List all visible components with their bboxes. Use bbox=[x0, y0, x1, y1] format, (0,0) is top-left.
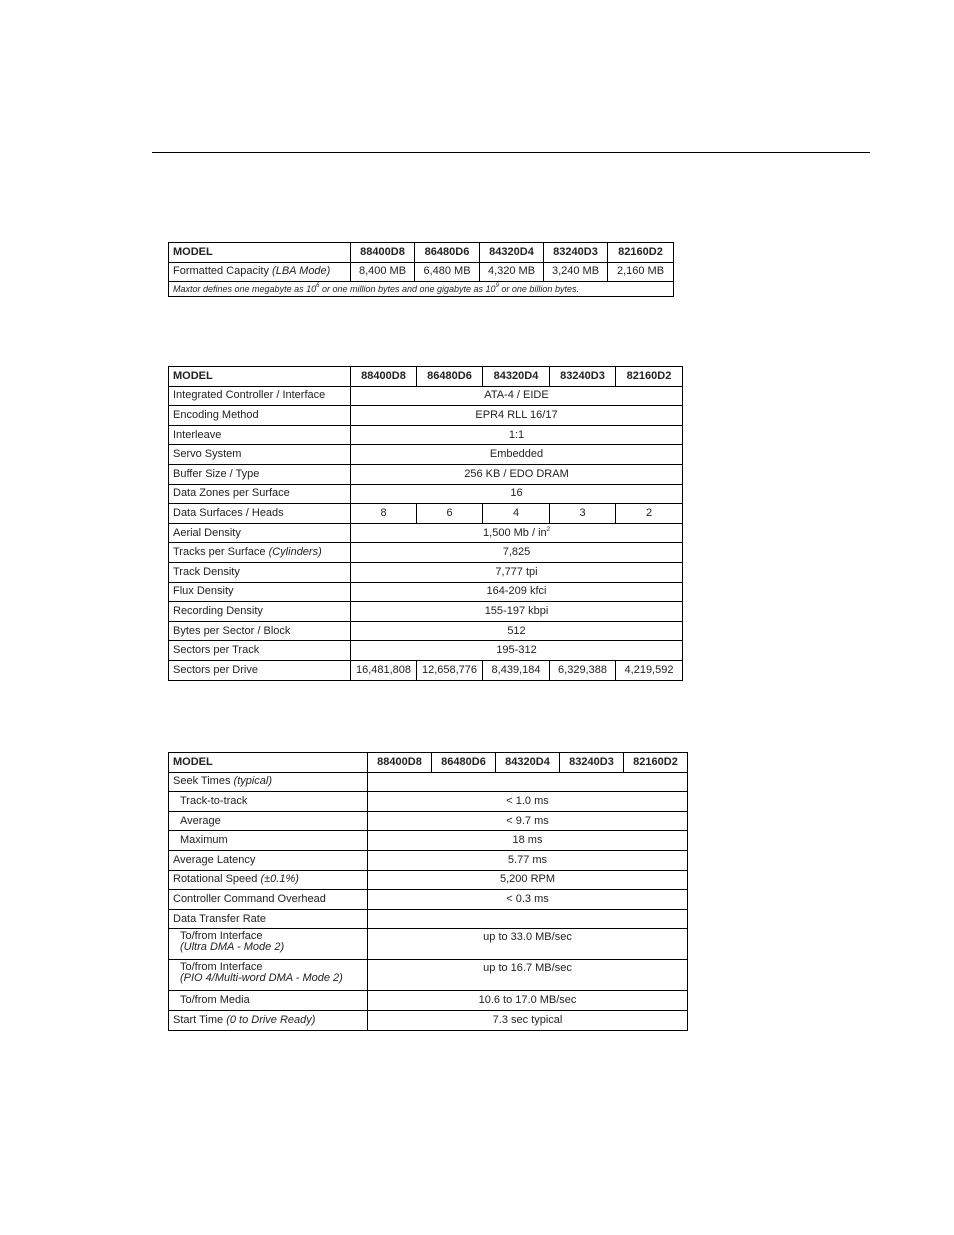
row-value: 155-197 kbpi bbox=[351, 602, 683, 622]
row-label: Sectors per Track bbox=[169, 641, 351, 661]
model-name: 84320D4 bbox=[496, 753, 560, 773]
row-label bbox=[169, 772, 368, 792]
table-row bbox=[169, 960, 688, 991]
row-value bbox=[368, 772, 688, 792]
row-value: Embedded bbox=[351, 445, 683, 465]
capacity-value: 6,480 MB bbox=[415, 262, 480, 282]
row-label-qualifier: (LBA Mode) bbox=[272, 265, 331, 278]
row-label-text: To/from Interface bbox=[180, 961, 263, 974]
capacity-footnote bbox=[169, 282, 674, 297]
table-row bbox=[169, 929, 688, 960]
table-row bbox=[169, 282, 674, 297]
table-row bbox=[169, 484, 683, 504]
configuration-table bbox=[168, 366, 683, 681]
aerial-exponent: 2 bbox=[546, 526, 550, 533]
row-value: EPR4 RLL 16/17 bbox=[351, 406, 683, 426]
model-name: 88400D8 bbox=[351, 367, 417, 387]
row-label-text: Start Time bbox=[173, 1013, 224, 1026]
row-label: Recording Density bbox=[169, 602, 351, 622]
table-row bbox=[169, 406, 683, 426]
table-row bbox=[169, 870, 688, 890]
table-row bbox=[169, 582, 683, 602]
row-label-text: To/from Interface bbox=[180, 930, 263, 943]
row-label: Interleave bbox=[169, 425, 351, 445]
row-label-qualifier: (Ultra DMA - Mode 2) bbox=[180, 941, 285, 954]
row-label bbox=[169, 1010, 368, 1030]
table-row bbox=[169, 991, 688, 1011]
note-exponent: 6 bbox=[316, 282, 320, 289]
model-name: 82160D2 bbox=[608, 243, 674, 263]
model-name: 83240D3 bbox=[560, 753, 624, 773]
table-row bbox=[169, 425, 683, 445]
row-label bbox=[169, 929, 368, 960]
row-value bbox=[368, 909, 688, 929]
note-text: Maxtor defines one megabyte as 10 bbox=[173, 283, 317, 294]
row-label: Sectors per Drive bbox=[169, 660, 351, 680]
sectors-value: 6,329,388 bbox=[550, 660, 616, 680]
table-row bbox=[169, 909, 688, 929]
row-label-qualifier: (Cylinders) bbox=[268, 546, 322, 559]
table-row bbox=[169, 543, 683, 563]
row-label: Data Surfaces / Heads bbox=[169, 504, 351, 524]
row-label: Flux Density bbox=[169, 582, 351, 602]
table-row bbox=[169, 386, 683, 406]
model-name: 88400D8 bbox=[351, 243, 415, 263]
row-label bbox=[169, 543, 351, 563]
row-value: 7,825 bbox=[351, 543, 683, 563]
note-text: or one billion bytes. bbox=[498, 283, 579, 294]
sectors-value: 8,439,184 bbox=[483, 660, 550, 680]
row-label: Data Zones per Surface bbox=[169, 484, 351, 504]
row-value: 7.3 sec typical bbox=[368, 1010, 688, 1030]
row-label-qualifier: (typical) bbox=[233, 775, 273, 788]
capacity-value: 8,400 MB bbox=[351, 262, 415, 282]
capacity-table bbox=[168, 242, 674, 297]
row-value: 164-209 kfci bbox=[351, 582, 683, 602]
row-value: 7,777 tpi bbox=[351, 562, 683, 582]
row-value bbox=[351, 523, 683, 543]
table-row bbox=[169, 523, 683, 543]
row-label-qualifier: (±0.1%) bbox=[260, 873, 299, 886]
row-label: Data Transfer Rate bbox=[169, 909, 368, 929]
capacity-value: 2,160 MB bbox=[608, 262, 674, 282]
row-label bbox=[169, 960, 368, 991]
table-row bbox=[169, 811, 688, 831]
row-label: Average Latency bbox=[169, 850, 368, 870]
row-value: 5,200 RPM bbox=[368, 870, 688, 890]
row-value: 195-312 bbox=[351, 641, 683, 661]
row-value: up to 16.7 MB/sec bbox=[368, 960, 688, 991]
model-name: 83240D3 bbox=[550, 367, 616, 387]
table-row bbox=[169, 831, 688, 851]
row-value: < 9.7 ms bbox=[368, 811, 688, 831]
row-label: Track Density bbox=[169, 562, 351, 582]
row-value: ATA-4 / EIDE bbox=[351, 386, 683, 406]
row-value: 1:1 bbox=[351, 425, 683, 445]
row-label: Aerial Density bbox=[169, 523, 351, 543]
sectors-value: 12,658,776 bbox=[417, 660, 483, 680]
row-label bbox=[169, 870, 368, 890]
table-row bbox=[169, 660, 683, 680]
row-label-text: Seek Times bbox=[173, 775, 231, 788]
model-name: 84320D4 bbox=[480, 243, 544, 263]
table-row bbox=[169, 262, 674, 282]
sectors-value: 16,481,808 bbox=[351, 660, 417, 680]
table-row bbox=[169, 850, 688, 870]
table-row bbox=[169, 890, 688, 910]
table-row bbox=[169, 562, 683, 582]
table-row bbox=[169, 445, 683, 465]
capacity-value: 4,320 MB bbox=[480, 262, 544, 282]
row-label: Maximum bbox=[169, 831, 368, 851]
row-label: Buffer Size / Type bbox=[169, 464, 351, 484]
row-label: Track-to-track bbox=[169, 792, 368, 812]
row-label-qualifier: (PIO 4/Multi-word DMA - Mode 2) bbox=[180, 972, 343, 985]
table-header-row bbox=[169, 753, 688, 773]
row-label: To/from Media bbox=[169, 991, 368, 1011]
sectors-value: 4,219,592 bbox=[616, 660, 683, 680]
heads-value: 3 bbox=[550, 504, 616, 524]
table-row bbox=[169, 504, 683, 524]
table-header-row bbox=[169, 367, 683, 387]
model-name: 83240D3 bbox=[544, 243, 608, 263]
row-label: Encoding Method bbox=[169, 406, 351, 426]
heads-value: 6 bbox=[417, 504, 483, 524]
model-name: 86480D6 bbox=[417, 367, 483, 387]
row-label: Bytes per Sector / Block bbox=[169, 621, 351, 641]
model-name: 82160D2 bbox=[624, 753, 688, 773]
row-label-text: Tracks per Surface bbox=[173, 546, 266, 559]
table-row bbox=[169, 621, 683, 641]
table-row bbox=[169, 1010, 688, 1030]
row-value: < 1.0 ms bbox=[368, 792, 688, 812]
capacity-value: 3,240 MB bbox=[544, 262, 608, 282]
note-exponent: 9 bbox=[495, 282, 499, 289]
heads-value: 2 bbox=[616, 504, 683, 524]
model-header: MODEL bbox=[169, 367, 351, 387]
table-row bbox=[169, 464, 683, 484]
row-value: 256 KB / EDO DRAM bbox=[351, 464, 683, 484]
aerial-value: 1,500 Mb / in bbox=[483, 526, 547, 539]
row-value: 10.6 to 17.0 MB/sec bbox=[368, 991, 688, 1011]
model-name: 84320D4 bbox=[483, 367, 550, 387]
table-row bbox=[169, 792, 688, 812]
row-value: 18 ms bbox=[368, 831, 688, 851]
row-label: Average bbox=[169, 811, 368, 831]
table-header-row bbox=[169, 243, 674, 263]
model-name: 86480D6 bbox=[415, 243, 480, 263]
performance-table bbox=[168, 752, 688, 1031]
row-value: 5.77 ms bbox=[368, 850, 688, 870]
row-label bbox=[169, 262, 351, 282]
row-label-text: Formatted Capacity bbox=[173, 265, 269, 278]
model-header: MODEL bbox=[169, 753, 368, 773]
top-rule bbox=[152, 152, 870, 153]
row-value: < 0.3 ms bbox=[368, 890, 688, 910]
row-label: Integrated Controller / Interface bbox=[169, 386, 351, 406]
heads-value: 8 bbox=[351, 504, 417, 524]
table-row bbox=[169, 772, 688, 792]
table-row bbox=[169, 641, 683, 661]
row-value: 16 bbox=[351, 484, 683, 504]
model-name: 86480D6 bbox=[432, 753, 496, 773]
table-row bbox=[169, 602, 683, 622]
row-label: Controller Command Overhead bbox=[169, 890, 368, 910]
model-name: 88400D8 bbox=[368, 753, 432, 773]
row-value: 512 bbox=[351, 621, 683, 641]
row-label-text: Rotational Speed bbox=[173, 873, 258, 886]
row-label-qualifier: (0 to Drive Ready) bbox=[226, 1013, 316, 1026]
note-text: or one million bytes and one gigabyte as 10 bbox=[319, 283, 496, 294]
model-name: 82160D2 bbox=[616, 367, 683, 387]
row-value: up to 33.0 MB/sec bbox=[368, 929, 688, 960]
row-label: Servo System bbox=[169, 445, 351, 465]
model-header: MODEL bbox=[169, 243, 351, 263]
heads-value: 4 bbox=[483, 504, 550, 524]
